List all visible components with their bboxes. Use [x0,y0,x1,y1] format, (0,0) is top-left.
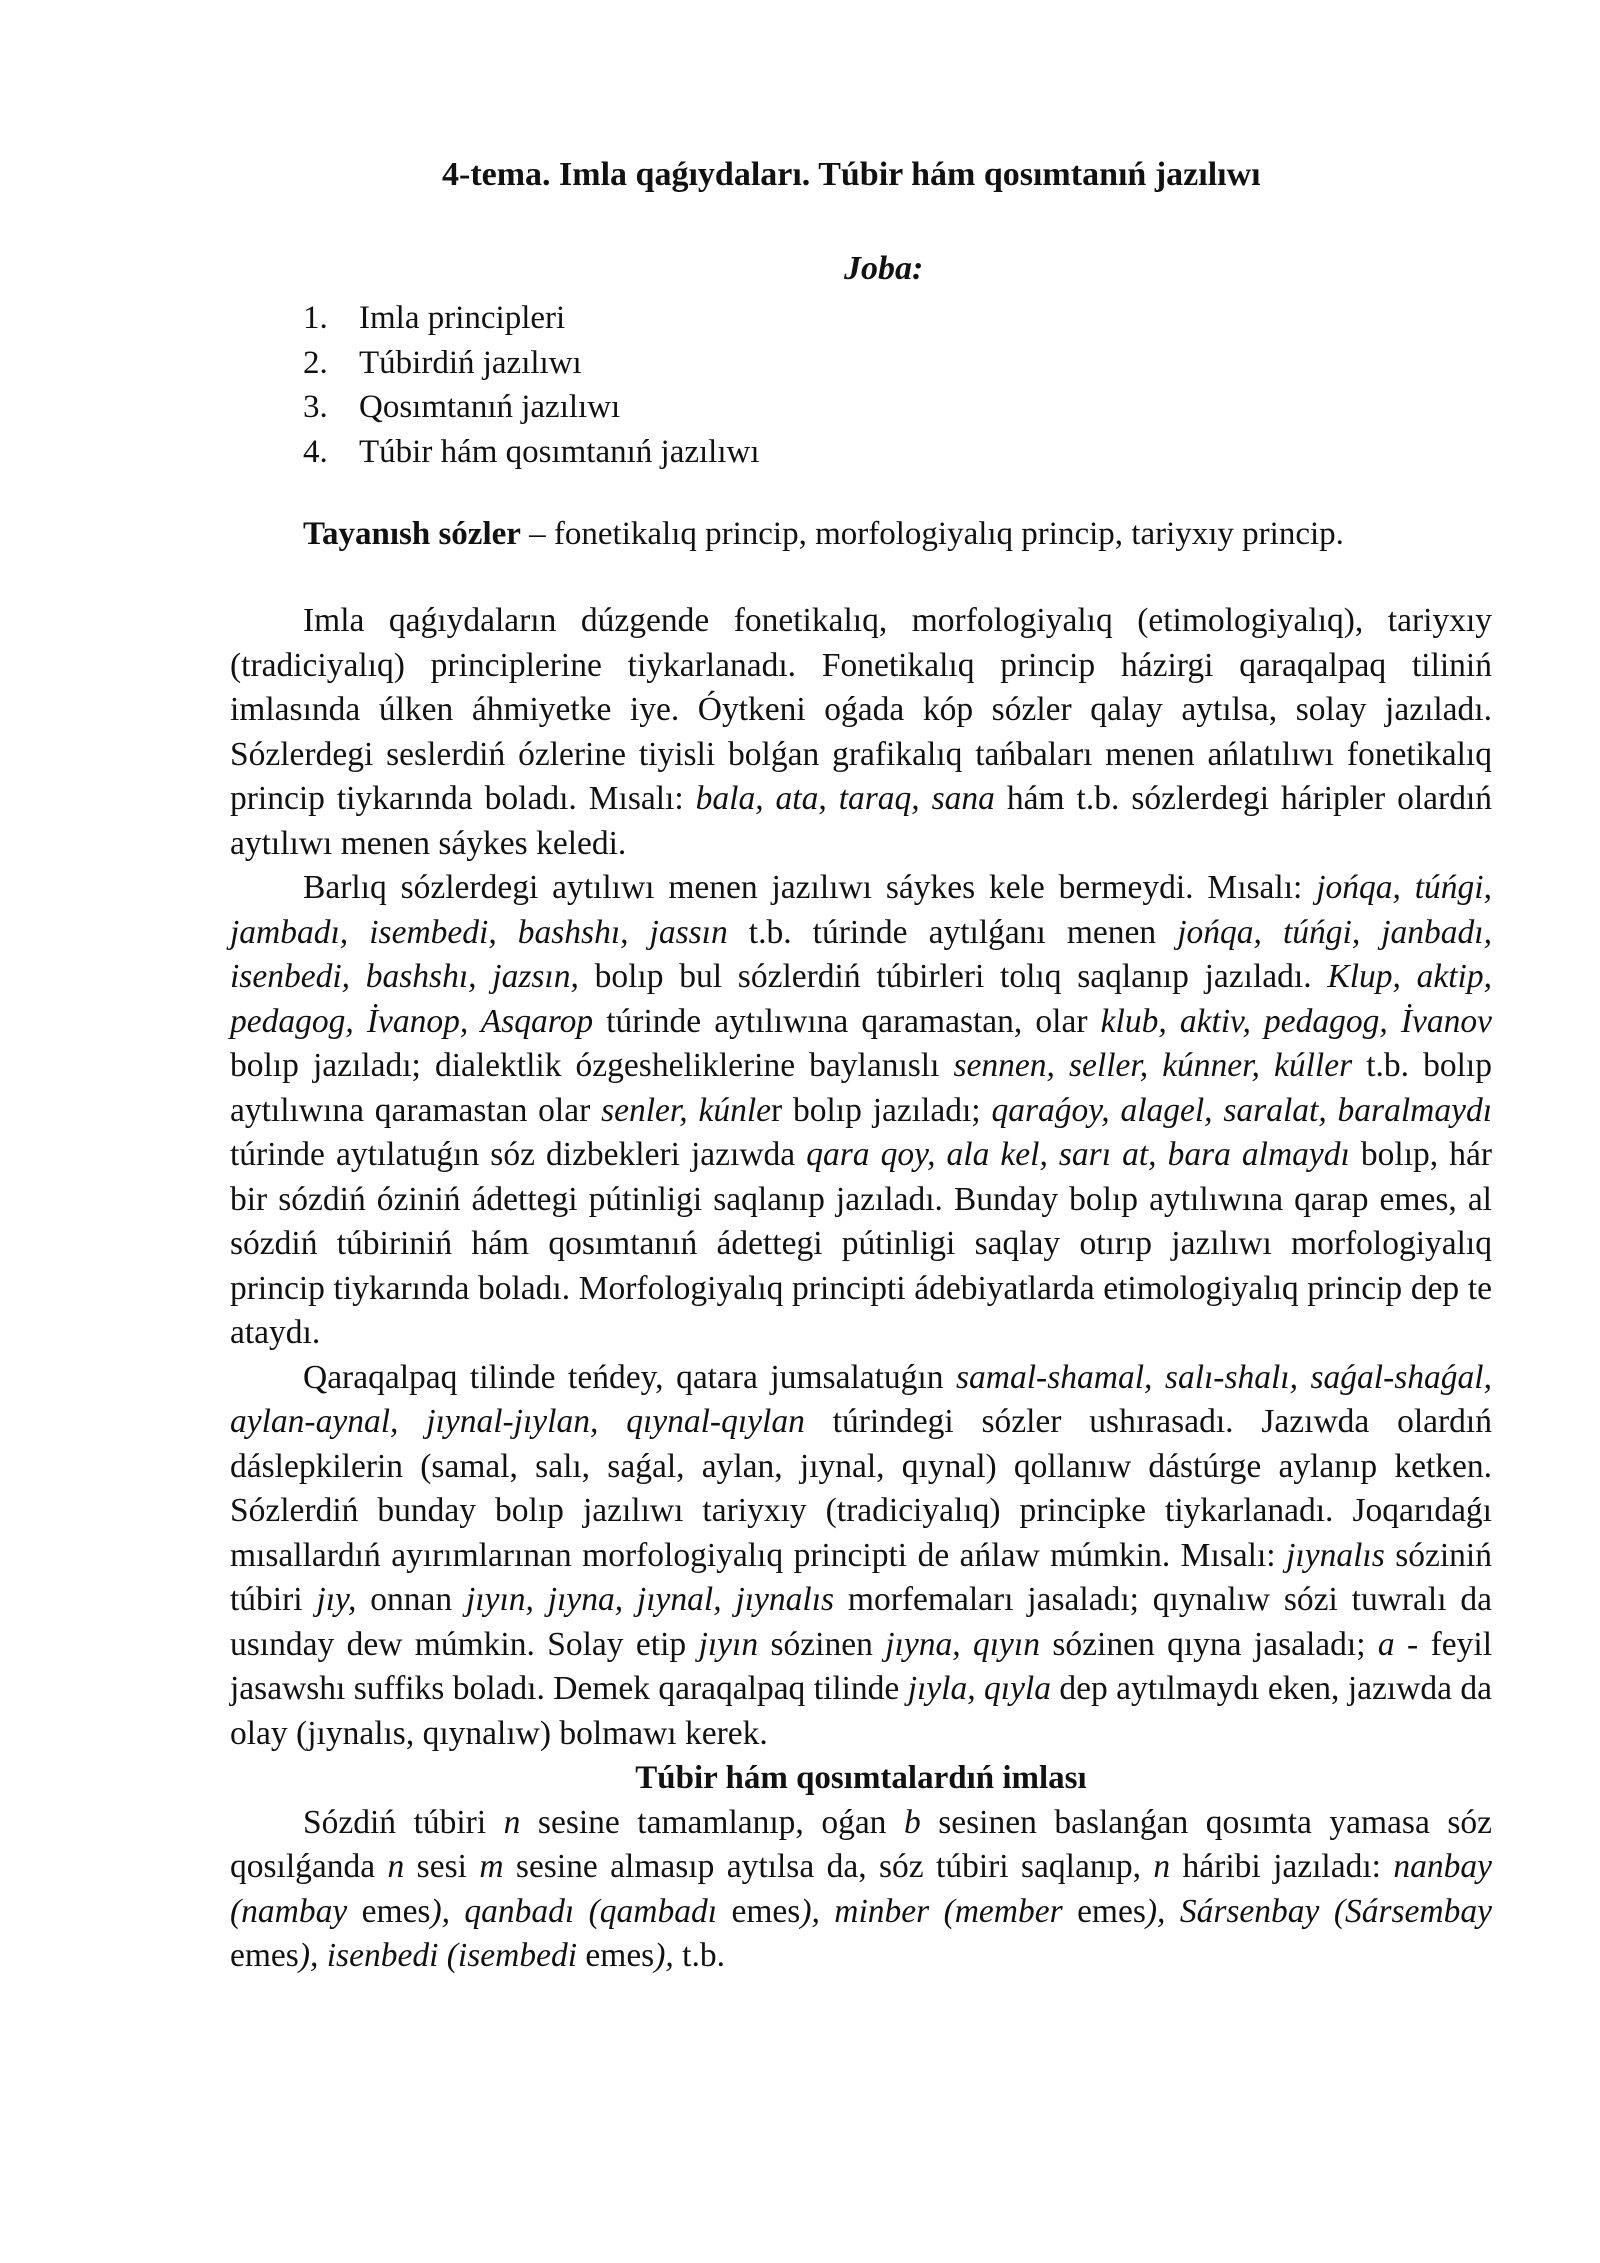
example-words: ), minber (member [800,1892,1078,1930]
plan-item-text: Túbirdiń jazılıwı [359,344,582,381]
example-words: qara qoy, ala kel, sarı at, bara almaydı [806,1136,1350,1173]
paragraph-text: onnan [356,1581,466,1618]
plan-item-number: 1. [303,300,328,336]
paragraph-text: - feyil jasawshı suffiks boladı. Demek qaraqalpaq tilinde [230,1625,1492,1707]
paragraph-text: r bolıp jazıladı; [771,1091,992,1129]
plan-item [303,385,760,430]
paragraph-text: túrinde aytılıwına qaramastan, olar [593,1002,1101,1040]
example-words: samal-shamal, salı-shalı, saǵal-shaǵal, aylan-aynal, jıynal-jıylan, qıynal-qıylan [230,1358,1492,1440]
paragraph-text: bolıp bul sózlerdiń túbirleri tolıq saqlanıp jazıladı. [578,958,1328,995]
paragraph [230,1356,1492,1757]
plan-item [303,296,760,341]
example-words: ), [654,1937,674,1974]
example-words: ), Sársenbay (Sársembay [1145,1892,1492,1930]
plan-item-text: Qosımtanıń jazılıwı [359,389,621,425]
keywords-label: Tayanısh sózler [303,516,521,552]
paragraph-text: dep aytılmaydı eken, jazıwda da olay (jıynalıs, qıynalıw) bolmawı kerek. [230,1670,1492,1752]
plan-item [303,341,760,386]
paragraph-text: Barlıq sózlerdegi aytılıwı menen jazılıwı sáykes kele bermeydi. Mısalı: [303,869,1317,906]
example-words: n [1153,1848,1171,1885]
paragraph-text: morfemaları jasaladı; qıynalıw sózi tuwralı da usınday dew múmkin. Solay etip [230,1581,1492,1663]
example-words: m [479,1848,504,1885]
example-words: sennen, seller, kúnner, kúller [953,1047,1353,1084]
example-words: ), isenbedi (isembedi [298,1937,586,1974]
paragraph-text: sesine tamamlanıp, oǵan [520,1803,904,1841]
document-title: 4-tema. Imla qaǵıydaları. Túbir hám qosımtanıń jazılıwı [442,156,1261,193]
example-words: n [387,1848,405,1885]
plan-label: Joba: [844,250,924,287]
paragraph-text: túrinde aytılatuǵın sóz dizbekleri jazıwda [230,1136,807,1173]
paragraph-text: emes [585,1937,655,1974]
paragraph-text: sóziniń túbiri [230,1536,1492,1618]
paragraph-text: sózinen qıyna jasaladı; [1039,1625,1378,1663]
example-words: qaraǵoy, alagel, saralat, baralmaydı [991,1091,1493,1129]
example-words: jıyla, qıyla [907,1670,1051,1707]
plan-item-number: 4. [303,433,328,470]
document-body [230,599,1492,1979]
example-words: bala, ata, taraq, sana [695,780,995,817]
paragraph [230,1801,1492,1979]
paragraph-text: hám t.b. sózlerdegi háripler olardıń aytılıwı menen sáykes keledi. [230,780,1493,862]
example-words: jıyın, jıyna, jıynal, jıynalıs [465,1581,835,1618]
example-words: klub, aktiv, pedagog, İvanov [1100,1002,1492,1040]
paragraph-text: Sózdiń túbiri [303,1803,504,1841]
paragraph-text: bolıp jazıladı; dialektlik ózgesheliklerine baylanıslı [230,1047,954,1084]
paragraph-text: emes [230,1937,299,1974]
example-words: jıyna, qıyın [885,1625,1040,1663]
plan-item-number: 2. [303,344,328,381]
paragraph-text: sesinen baslanǵan qosımta yamasa sóz qosılǵanda [230,1803,1492,1885]
paragraph-text: sesine almasıp aytılsa da, sóz túbiri saqlanıp, [503,1848,1154,1885]
plan-item-text: Túbir hám qosımtanıń jazılıwı [359,433,760,470]
keywords-line [303,512,1344,557]
plan-item [303,430,760,475]
paragraph-text: bolıp, hár bir sózdiń óziniń ádettegi pútinligi saqlanıp jazıladı. Bunday bolıp aytılıwına qarap emes, al sózdiń túbiriniń hám qosımtanıń ádettegi pútinligi saqlay otırıp jazılıwı morfologiyalıq princip tiykarında boladı. Morfologiyalıq principti ádebiyatlarda etimologiyalıq princip dep te ataydı. [230,1136,1492,1351]
example-words: jońqa, túńgi, jambadı, isembedi, bashshı, jassın [230,869,1492,951]
example-words: jıynalıs [1286,1536,1385,1574]
paragraph-text: sesi [404,1848,480,1885]
example-words: n [503,1803,521,1841]
example-words: senler, kúnle [601,1091,772,1129]
example-words: nanbay (nambay [230,1848,1492,1930]
keywords-text: – fonetikalıq princip, morfologiyalıq princip, tariyxıy princip. [520,516,1344,552]
paragraph-text: emes [361,1892,431,1930]
section-subheading: Túbir hám qosımtalardıń imlası [635,1760,1087,1796]
example-words: jıyın [698,1625,759,1663]
plan-item-number: 3. [303,389,328,425]
plan-item-text: Imla principleri [359,300,566,336]
paragraph [230,866,1492,1356]
paragraph-text: túrindegi sózler ushırasadı. Jazıwda olardıń dáslepkilerin (samal, salı, saǵal, aylan, jıynal, qıynal) qollanıw dástúrge aylanıp ketken. Sózlerdiń bunday bolıp jazılıwı tariyxıy (tradiciyalıq) principke tiykarlanadı. Joqarıdaǵı mısallardıń ayırımlarınan morfologiyalıq principti de ańlaw múmkin. Mısalı: [230,1403,1492,1574]
paragraph-text: Qaraqalpaq tilinde teńdey, qatara jumsalatuǵın [303,1358,957,1396]
example-words: ), qanbadı (qambadı [430,1892,732,1930]
paragraph-text: t.b. bolıp aytılıwına qaramastan olar [230,1047,1492,1129]
paragraph-text: Imla qaǵıydaların dúzgende fonetikalıq, morfologiyalıq (etimologiyalıq), tariyxıy (tradiciyalıq) principlerine tiykarlanadı. Fonetikalıq princip házirgi qaraqalpaq tiliniń imlasında úlken áhmiyetke iye. Óytkeni oǵada kóp sózler qalay aytılsa, solay jazıladı. Sózlerdegi seslerdiń ózlerine tiyisli bolǵan grafikalıq tańbaları menen ańlatılıwı fonetikalıq princip tiykarında boladı. Mısalı: [230,602,1492,817]
example-words: jıy, [316,1581,357,1618]
example-words: Klup, aktip, pedagog, İvanop, Asqarop [230,958,1492,1040]
paragraph-text: sózinen [758,1625,886,1663]
paragraph-text: emes [731,1892,801,1930]
paragraph-text: háribi jazıladı: [1170,1848,1394,1885]
paragraph [230,599,1492,866]
example-words: jońqa, túńgi, janbadı, isenbedi, bashshı, jazsın, [230,913,1492,995]
paragraph-text: t.b. [673,1937,725,1974]
example-words: b [903,1803,921,1841]
paragraph-text: t.b. túrinde aytılǵanı menen [727,913,1178,951]
paragraph-text: emes [1077,1892,1146,1930]
example-words: a [1377,1625,1395,1663]
plan-list [303,296,760,474]
